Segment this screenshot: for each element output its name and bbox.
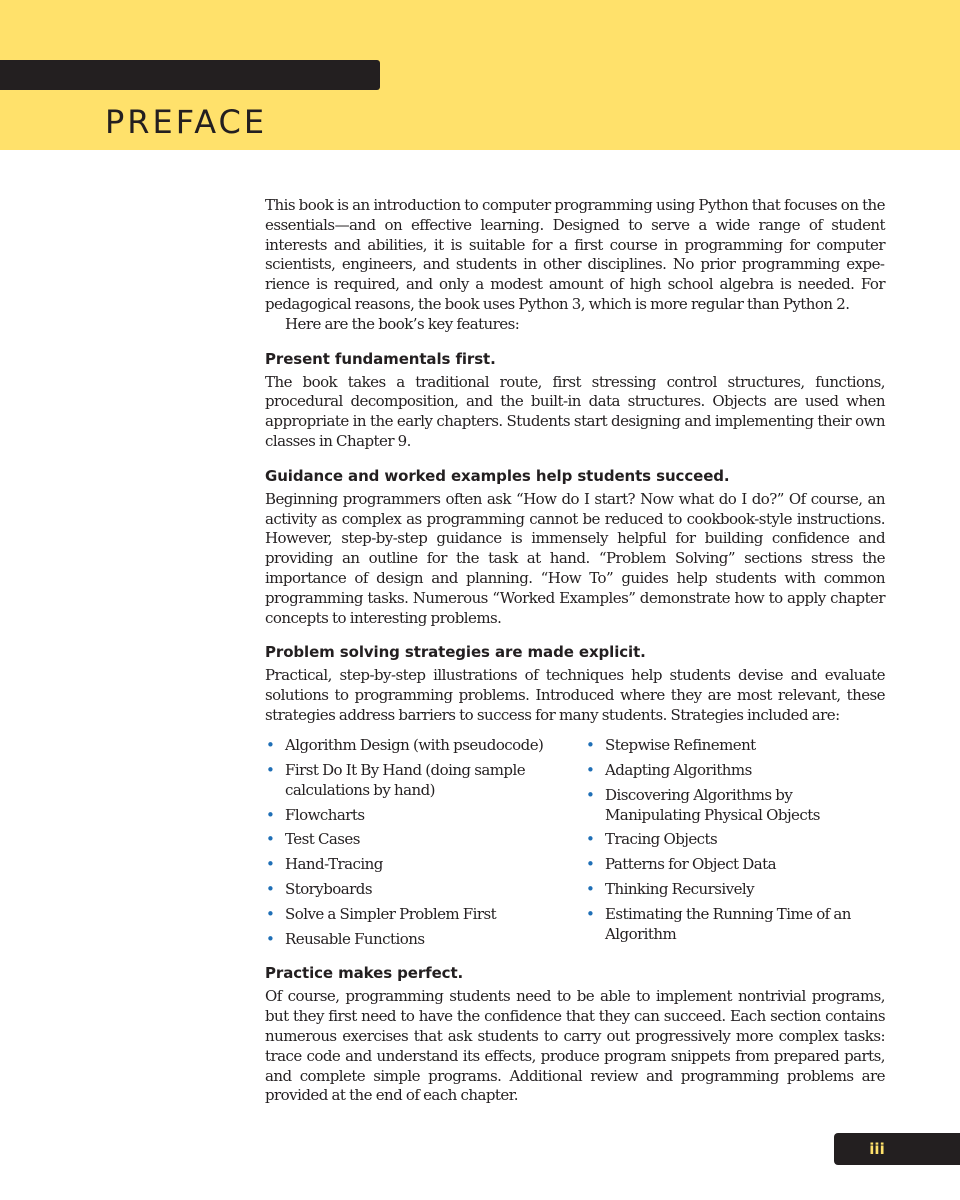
list-item: • Stepwise Refinement (585, 736, 885, 756)
header-banner (0, 0, 960, 150)
intro-paragraph: This book is an introduction to computer programming using Python that focuses on the essentials—and on effective learning. Designed to serve a wide range of student interests and abilities, it is suitable for a first course in programming for computer scientists, engineers, and students in other disciplines. No prior programming experience is required, and only a modest amount of high school algebra is needed. For pedagogical reasons, the book uses Python 3, which is more regular than Python 2. (265, 196, 885, 313)
section-heading: Problem solving strategies are made explicit. (265, 643, 646, 662)
strategies-left-column (265, 736, 585, 956)
header-accent-bar (0, 60, 380, 90)
section-guidance (265, 466, 885, 629)
section-body: Of course, programming students need to be able to implement nontrivial programs, but they first need to have the confidence that they can succeed. Each section contains numerous exercises that ask students to carry out progressively more complex tasks: trace code and understand its effects, produce program snippets from prepared parts, and complete simple programs. Additional review and programming problems are provided at the end of each chapter. (265, 987, 885, 1105)
list-item: • Storyboards (265, 880, 585, 900)
list-item: • Discovering Algorithms by Manipulating Physical Objects (585, 786, 885, 826)
strategies-list (265, 736, 885, 956)
list-item: • Solve a Simpler Problem First (265, 905, 585, 925)
main-content (265, 196, 885, 1106)
page-number: iii (869, 1140, 885, 1158)
list-item: • Flowcharts (265, 806, 585, 826)
section-heading: Guidance and worked examples help students succeed. (265, 466, 730, 485)
section-fundamentals (265, 349, 885, 452)
section-body: Practical, step-by-step illustrations of techniques help students devise and evaluate solutions to programming problems. Introduced where they are most relevant, these strategies address barriers to success for many students. Strategies included are: (265, 666, 885, 724)
section-body: The book takes a traditional route, first stressing control structures, functions, procedural decomposition, and the built-in data structures. Objects are used when appropriate in the early chapters. Students start designing and implementing their own classes in Chapter 9. (265, 372, 885, 450)
section-body: Beginning programmers often ask “How do I start? Now what do I do?” Of course, an activity as complex as programming cannot be reduced to cookbook-style instructions. However, step-by-step guidance is immensely helpful for building confidence and providing an outline for the task at hand. “Problem Solving” sections stress the importance of design and planning. “How To” guides help students with common programming tasks. Numerous “Worked Examples” demonstrate how to apply chapter concepts to interesting problems. (265, 489, 885, 627)
strategies-right-column (585, 736, 885, 956)
list-item: • Thinking Recursively (585, 880, 885, 900)
list-item: • Reusable Functions (265, 930, 585, 950)
intro-lead-in: Here are the book’s key features: (285, 314, 520, 333)
list-item: • Patterns for Object Data (585, 855, 885, 875)
list-item: • Algorithm Design (with pseudocode) (265, 736, 585, 756)
list-item: • First Do It By Hand (doing sample calculations by hand) (265, 761, 585, 801)
section-problem-solving (265, 642, 885, 725)
section-heading: Practice makes perfect. (265, 964, 464, 983)
list-item: • Estimating the Running Time of an Algorithm (585, 905, 885, 945)
list-item: • Test Cases (265, 830, 585, 850)
list-item: • Adapting Algorithms (585, 761, 885, 781)
page-title: PREFACE (105, 103, 268, 141)
section-practice (265, 963, 885, 1106)
list-item: • Tracing Objects (585, 830, 885, 850)
page-number-tab (834, 1133, 960, 1165)
section-heading: Present fundamentals first. (265, 349, 496, 368)
list-item: • Hand-Tracing (265, 855, 585, 875)
